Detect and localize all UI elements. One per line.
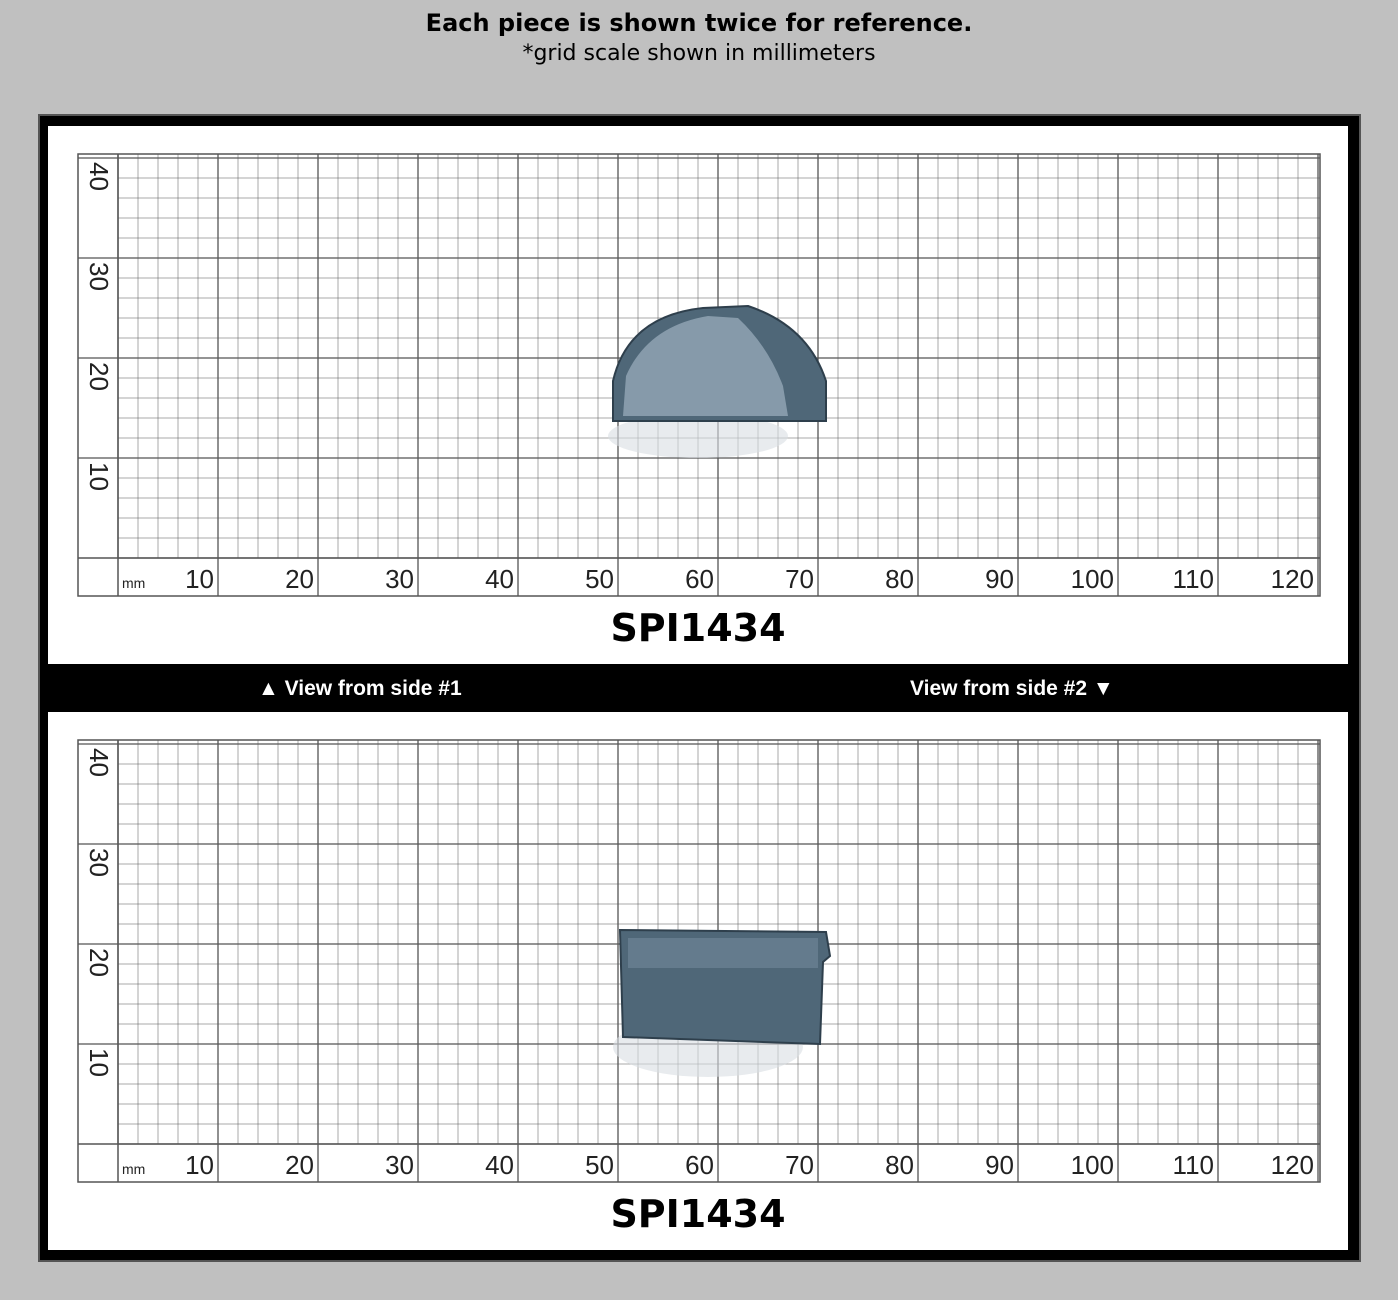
mm-grid-side-1 — [48, 126, 1348, 606]
x-tick-label: 110 — [1172, 564, 1214, 594]
specimen-caption: SPI1434 — [610, 606, 786, 650]
x-tick-label: 40 — [485, 1150, 514, 1180]
x-tick-label: 80 — [885, 564, 914, 594]
x-tick-label: 110 — [1172, 1150, 1214, 1180]
y-tick-label: 10 — [84, 462, 114, 491]
y-tick-label: 40 — [84, 162, 114, 191]
y-tick-label: 10 — [84, 1048, 114, 1077]
x-tick-label: 120 — [1270, 1150, 1314, 1180]
x-tick-label: 90 — [985, 564, 1014, 594]
mm-grid-side-2 — [48, 712, 1348, 1192]
x-tick-label: 10 — [185, 1150, 214, 1180]
x-tick-label: 70 — [785, 1150, 814, 1180]
specimen-edge — [628, 938, 818, 968]
y-tick-label: 30 — [84, 262, 114, 291]
x-tick-label: 60 — [685, 1150, 714, 1180]
x-tick-label: 30 — [385, 564, 414, 594]
x-tick-label: 100 — [1070, 564, 1114, 594]
side-2-label: View from side #2 ▼ — [910, 677, 1114, 700]
x-tick-label: 80 — [885, 1150, 914, 1180]
panel-side-1 — [48, 126, 1348, 664]
x-tick-label: 30 — [385, 1150, 414, 1180]
x-tick-label: 10 — [185, 564, 214, 594]
unit-label: mm — [122, 575, 146, 591]
x-tick-label: 120 — [1270, 564, 1314, 594]
specimen-caption: SPI1434 — [610, 1192, 786, 1236]
page-title: Each piece is shown twice for reference. — [425, 9, 973, 37]
x-tick-label: 50 — [585, 1150, 614, 1180]
x-tick-label: 20 — [285, 564, 314, 594]
page-subtitle: *grid scale shown in millimeters — [522, 41, 876, 66]
y-tick-label: 40 — [84, 748, 114, 777]
y-tick-label: 20 — [84, 948, 114, 977]
x-tick-label: 100 — [1070, 1150, 1114, 1180]
x-tick-label: 70 — [785, 564, 814, 594]
x-tick-label: 50 — [585, 564, 614, 594]
x-tick-label: 20 — [285, 1150, 314, 1180]
x-tick-label: 90 — [985, 1150, 1014, 1180]
x-tick-label: 40 — [485, 564, 514, 594]
panel-side-2 — [48, 712, 1348, 1250]
unit-label: mm — [122, 1161, 146, 1177]
y-tick-label: 20 — [84, 362, 114, 391]
x-tick-label: 60 — [685, 564, 714, 594]
side-1-label: ▲ View from side #1 — [258, 677, 462, 700]
y-tick-label: 30 — [84, 848, 114, 877]
